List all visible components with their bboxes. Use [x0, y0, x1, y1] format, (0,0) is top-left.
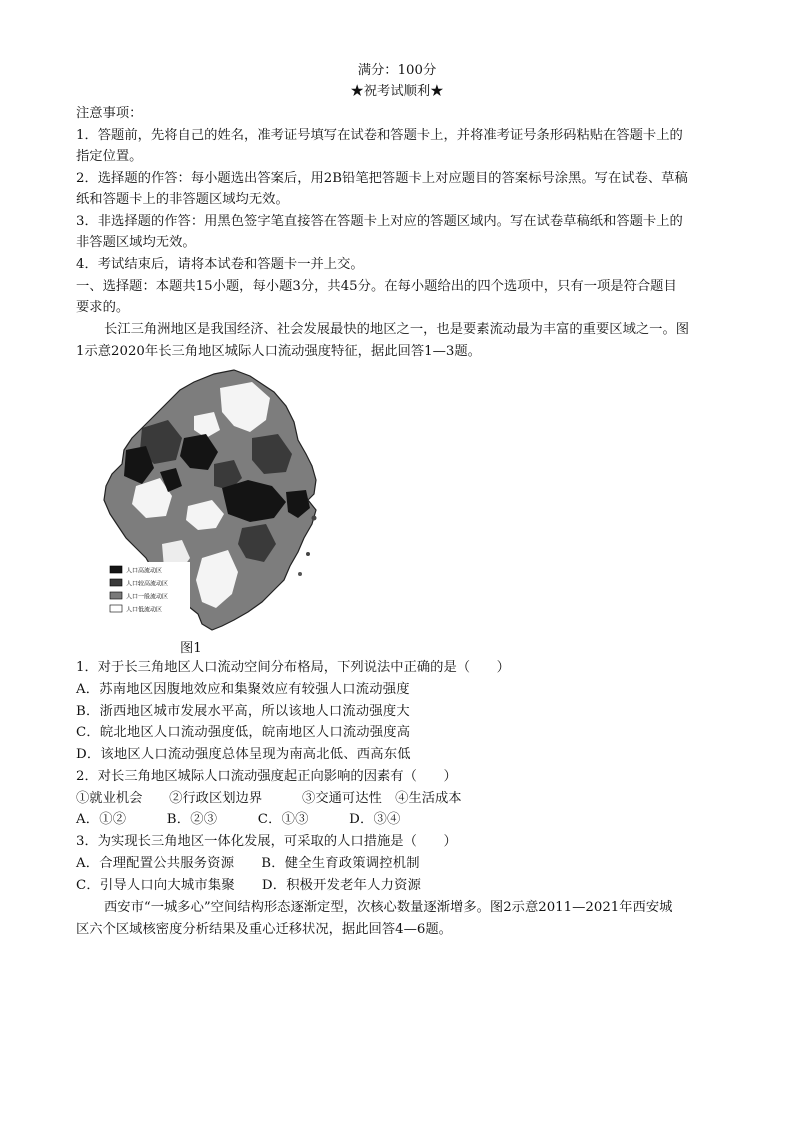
question-2-factors: ①就业机会 ②行政区划边界 ③交通可达性 ④生活成本	[76, 791, 462, 806]
legend-swatch-low	[110, 605, 122, 612]
question-2-options: A．①② B．②③ C．①③ D．③④	[76, 812, 401, 827]
note-line: 2．选择题的作答：每小题选出答案后，用2B铅笔把答题卡上对应题目的答案标号涂黑。写在试卷、草稿	[76, 171, 688, 186]
score-line: 满分：100分	[357, 63, 437, 78]
legend-swatch-high	[110, 566, 122, 573]
legend-label-medium-high: 人口较高流动区	[126, 580, 169, 588]
section-heading: 一、选择题：本题共15小题，每小题3分，共45分。在每小题给出的四个选项中，只有一项是符合题目	[76, 279, 677, 294]
question-1-stem: 1．对于长三角地区人口流动空间分布格局，下列说法中正确的是（ ）	[76, 660, 510, 675]
legend-label-low: 人口低流动区	[126, 606, 163, 614]
good-luck-line: ★祝考试顺利★	[350, 84, 444, 99]
question-1-option-a: A．苏南地区因腹地效应和集聚效应有较强人口流动强度	[76, 682, 410, 697]
yangtze-delta-flow-map	[102, 368, 324, 632]
passage-1-line: 长江三角洲地区是我国经济、社会发展最快的地区之一，也是要素流动最为丰富的重要区域之一。图	[104, 322, 690, 337]
note-line: 4．考试结束后，请将本试卷和答题卡一并上交。	[76, 257, 364, 272]
note-line: 纸和答题卡上的非答题区域均无效。	[76, 192, 289, 207]
question-3-options-row-2: C．引导人口向大城市集聚 D．积极开发老年人力资源	[76, 878, 422, 893]
legend-swatch-medium-high	[110, 579, 122, 586]
question-1-option-d: D．该地区人口流动强度总体呈现为南高北低、西高东低	[76, 747, 411, 762]
question-2-stem: 2．对长三角地区城际人口流动强度起正向影响的因素有（ ）	[76, 769, 457, 784]
question-1-option-b: B．浙西地区城市发展水平高，所以该地人口流动强度大	[76, 704, 410, 719]
legend-swatch-medium	[110, 592, 122, 599]
note-line: 3．非选择题的作答：用黑色签字笔直接答在答题卡上对应的答题区域内。写在试卷草稿纸和答题卡上的	[76, 214, 683, 229]
notes-title: 注意事项：	[76, 106, 143, 121]
passage-2-line: 区六个区域核密度分析结果及重心迁移状况，据此回答4—6题。	[76, 922, 452, 937]
note-line: 指定位置。	[76, 149, 143, 164]
question-1-option-c: C．皖北地区人口流动强度低，皖南地区人口流动强度高	[76, 725, 411, 740]
figure-1-caption: 图1	[180, 641, 202, 656]
legend-label-high: 人口高流动区	[126, 567, 163, 575]
note-line: 1．答题前，先将自己的姓名，准考证号填写在试卷和答题卡上，并将准考证号条形码粘贴在答题卡上的	[76, 128, 683, 143]
legend-label-medium: 人口一般流动区	[126, 593, 169, 601]
note-line: 非答题区域均无效。	[76, 235, 196, 250]
passage-2-line: 西安市“一城多心”空间结构形态逐渐定型，次核心数量逐渐增多。图2示意2011—2021年西安城	[104, 900, 673, 915]
question-3-stem: 3．为实现长三角地区一体化发展，可采取的人口措施是（ ）	[76, 834, 457, 849]
question-3-options-row-1: A．合理配置公共服务资源 B．健全生育政策调控机制	[76, 856, 420, 871]
section-heading-cont: 要求的。	[76, 300, 130, 315]
passage-1-line: 1示意2020年长三角地区城际人口流动强度特征，据此回答1—3题。	[76, 344, 481, 359]
